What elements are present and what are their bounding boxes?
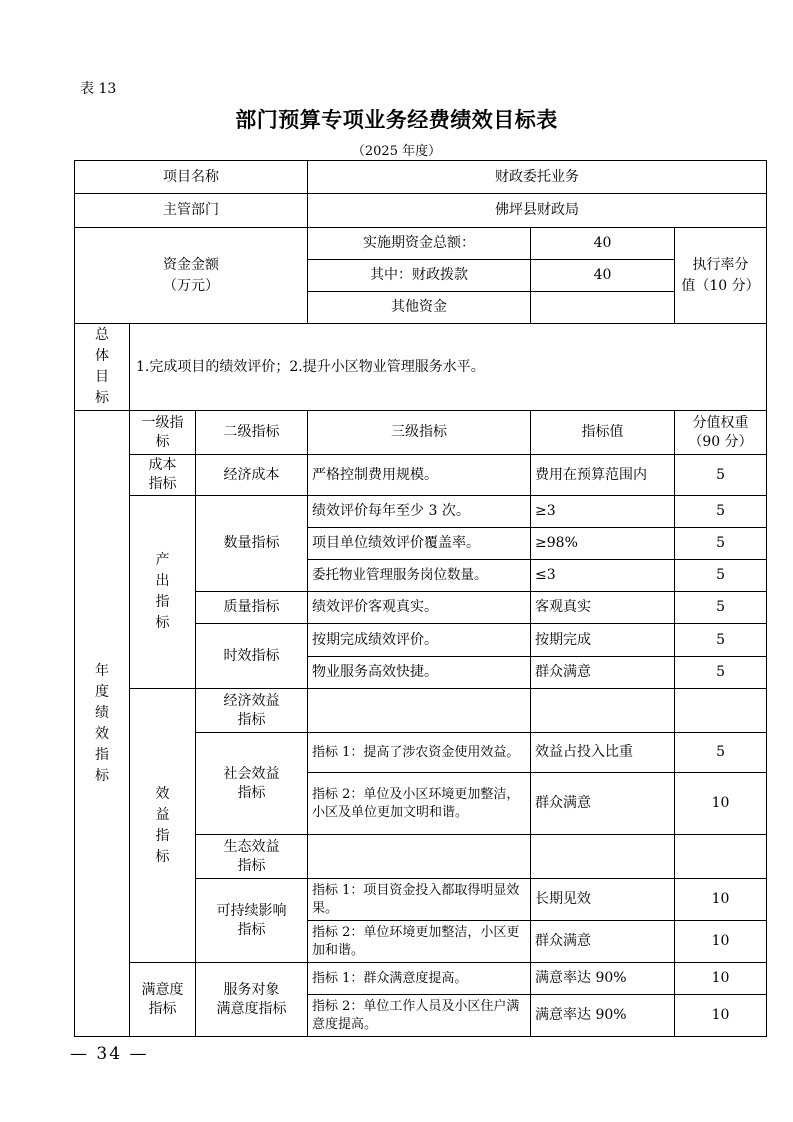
indicator-score: 5 — [675, 496, 767, 528]
economic-cost-label: 经济成本 — [196, 455, 308, 496]
indicator-text: 物业服务高效快捷。 — [308, 657, 531, 689]
indicator-value: 按期完成 — [531, 624, 675, 657]
indicator-score: 5 — [675, 733, 767, 773]
annual-header-row — [75, 411, 767, 455]
project-name-label: 项目名称 — [75, 161, 308, 194]
indicator-score: 10 — [675, 879, 767, 921]
indicator-text: 绩效评价每年至少 3 次。 — [308, 496, 531, 528]
other-funds-label: 其他资金 — [308, 292, 531, 324]
indicator-score — [675, 689, 767, 733]
col-weight-header: 分值权重 （90 分） — [675, 411, 767, 455]
cost-indicator-label: 成本 指标 — [130, 455, 196, 496]
indicator-value — [531, 689, 675, 733]
table-number-label: 表 13 — [80, 81, 117, 97]
quality-indicator-label: 质量指标 — [196, 592, 308, 624]
indicator-score: 5 — [675, 528, 767, 560]
cost-indicator-value: 费用在预算范围内 — [531, 455, 675, 496]
overall-goal-label: 总 体 目 标 — [75, 324, 130, 411]
indicator-value: 长期见效 — [531, 879, 675, 921]
indicator-text: 指标 2：单位环境更加整洁，小区更加和谐。 — [308, 921, 531, 963]
department-row — [75, 194, 767, 228]
document-year: （2025 年度） — [351, 144, 442, 159]
indicator-text: 委托物业管理服务岗位数量。 — [308, 560, 531, 592]
indicator-score: 10 — [675, 995, 767, 1037]
indicator-score: 10 — [675, 963, 767, 995]
cost-indicator-score: 5 — [675, 455, 767, 496]
indicator-text: 按期完成绩效评价。 — [308, 624, 531, 657]
timeliness-indicator-label: 时效指标 — [196, 624, 308, 689]
indicator-text — [308, 689, 531, 733]
table-row — [75, 963, 767, 995]
quantity-indicator-label: 数量指标 — [196, 496, 308, 592]
indicator-text: 指标 1：提高了涉农资金使用效益。 — [308, 733, 531, 773]
indicator-score: 5 — [675, 592, 767, 624]
economic-benefit-label: 经济效益 指标 — [196, 689, 308, 733]
indicator-text: 指标 1：群众满意度提高。 — [308, 963, 531, 995]
sustainable-impact-label: 可持续影响 指标 — [196, 879, 308, 963]
total-funds-value: 40 — [531, 228, 675, 260]
indicator-value: 群众满意 — [531, 921, 675, 963]
other-funds-value — [531, 292, 675, 324]
annual-indicators-label: 年 度 绩 效 指 标 — [75, 411, 130, 1037]
col-level2-header: 二级指标 — [196, 411, 308, 455]
table-row — [75, 689, 767, 733]
indicator-text: 绩效评价客观真实。 — [308, 592, 531, 624]
fiscal-funds-label: 其中：财政拨款 — [308, 260, 531, 292]
indicator-value — [531, 835, 675, 879]
funds-total-row — [75, 228, 767, 260]
indicator-value: ≥3 — [531, 496, 675, 528]
output-indicator-label: 产 出 指 标 — [130, 496, 196, 689]
page-number: — 34 — — [70, 1044, 149, 1064]
performance-target-table — [74, 160, 767, 1037]
overall-goal-text: 1.完成项目的绩效评价；2.提升小区物业管理服务水平。 — [130, 324, 767, 411]
indicator-value: 满意率达 90% — [531, 963, 675, 995]
indicator-score — [675, 835, 767, 879]
social-benefit-label: 社会效益 指标 — [196, 733, 308, 835]
indicator-text: 项目单位绩效评价覆盖率。 — [308, 528, 531, 560]
col-level3-header: 三级指标 — [308, 411, 531, 455]
project-name-row — [75, 161, 767, 194]
table-row — [75, 496, 767, 528]
document-title: 部门预算专项业务经费绩效目标表 — [235, 107, 558, 132]
execution-rate-label: 执行率分 值（10 分） — [675, 228, 767, 324]
indicator-value: 满意率达 90% — [531, 995, 675, 1037]
funds-label: 资金金额 （万元） — [75, 228, 308, 324]
indicator-value: 群众满意 — [531, 773, 675, 835]
cost-indicator-text: 严格控制费用规模。 — [308, 455, 531, 496]
indicator-score: 10 — [675, 921, 767, 963]
indicator-score: 5 — [675, 560, 767, 592]
ecological-benefit-label: 生态效益 指标 — [196, 835, 308, 879]
total-funds-label: 实施期资金总额： — [308, 228, 531, 260]
indicator-score: 10 — [675, 773, 767, 835]
indicator-score: 5 — [675, 624, 767, 657]
indicator-score: 5 — [675, 657, 767, 689]
indicator-value: ≤3 — [531, 560, 675, 592]
overall-goal-row — [75, 324, 767, 411]
indicator-text: 指标 2：单位及小区环境更加整洁，小区及单位更加文明和谐。 — [308, 773, 531, 835]
department-value: 佛坪县财政局 — [308, 194, 767, 228]
indicator-value: 效益占投入比重 — [531, 733, 675, 773]
service-satisfaction-label: 服务对象 满意度指标 — [196, 963, 308, 1037]
indicator-text: 指标 2：单位工作人员及小区住户满意度提高。 — [308, 995, 531, 1037]
satisfaction-indicator-label: 满意度 指标 — [130, 963, 196, 1037]
fiscal-funds-value: 40 — [531, 260, 675, 292]
indicator-text: 指标 1：项目资金投入都取得明显效果。 — [308, 879, 531, 921]
indicator-text — [308, 835, 531, 879]
col-value-header: 指标值 — [531, 411, 675, 455]
benefit-indicator-label: 效 益 指 标 — [130, 689, 196, 963]
indicator-value: 客观真实 — [531, 592, 675, 624]
indicator-value: ≥98% — [531, 528, 675, 560]
project-name-value: 财政委托业务 — [308, 161, 767, 194]
table-row — [75, 455, 767, 496]
department-label: 主管部门 — [75, 194, 308, 228]
indicator-value: 群众满意 — [531, 657, 675, 689]
col-level1-header: 一级指 标 — [130, 411, 196, 455]
